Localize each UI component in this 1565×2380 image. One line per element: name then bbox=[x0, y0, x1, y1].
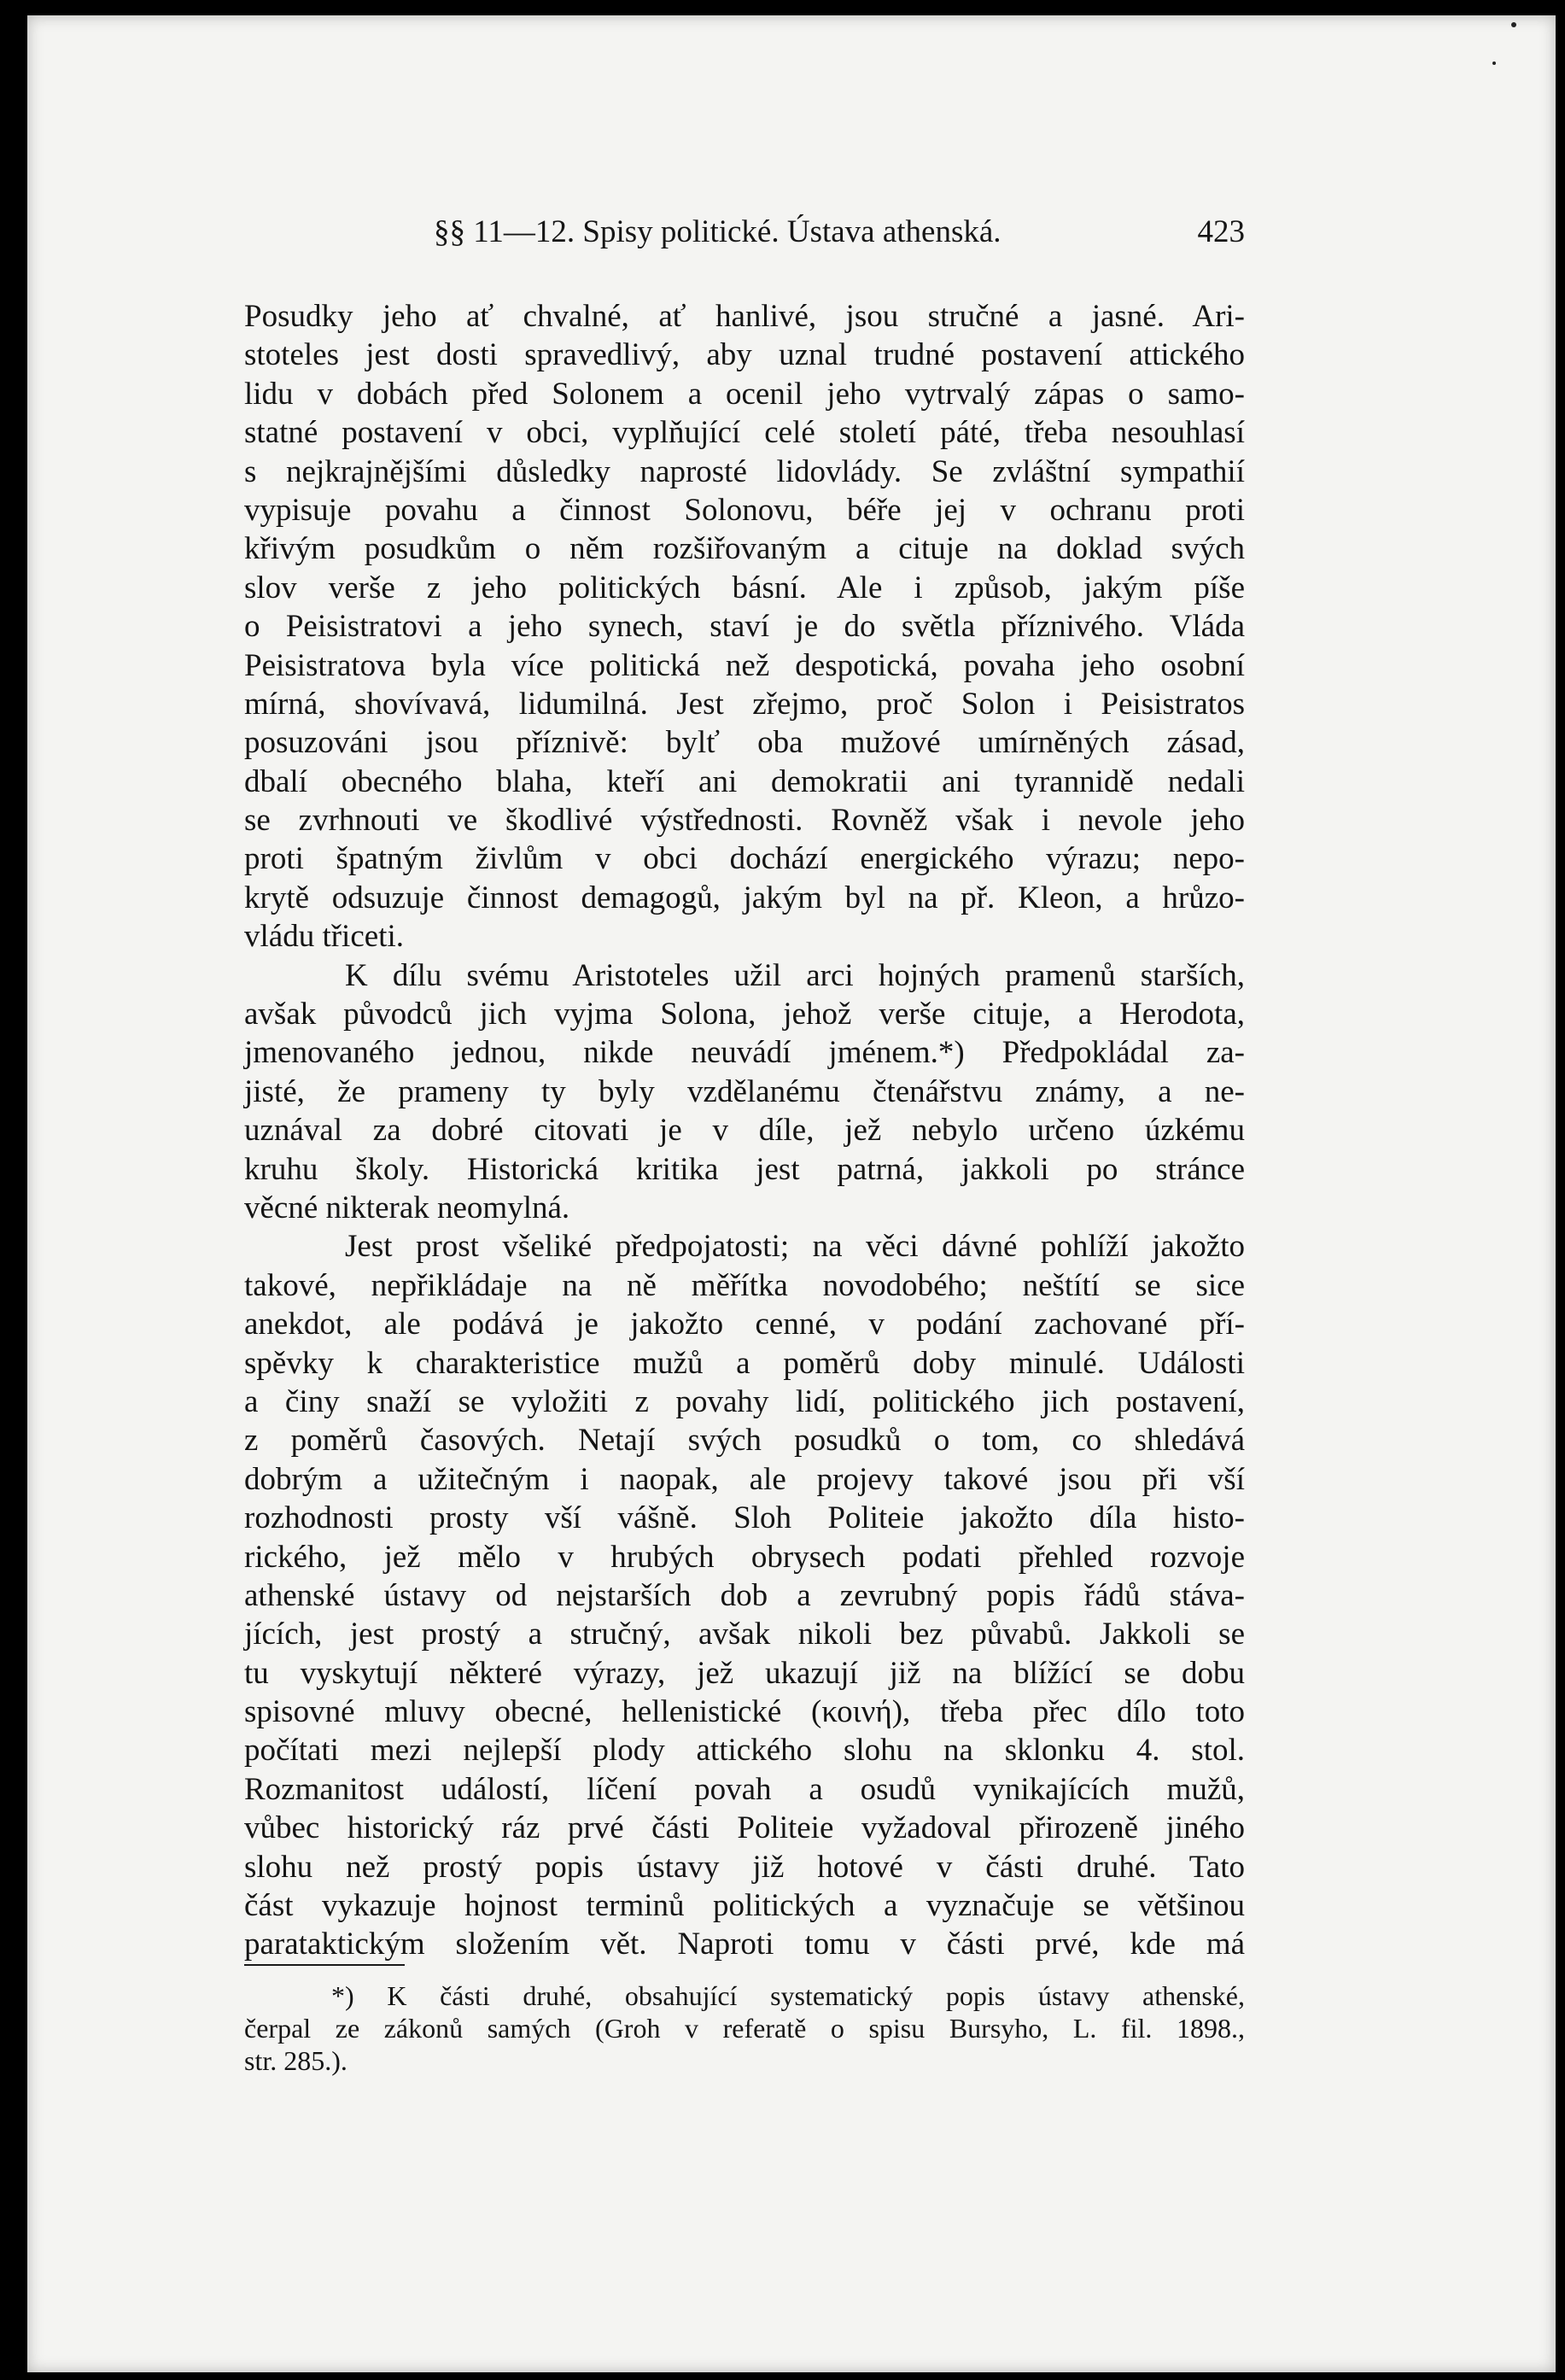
text-line: slov verše z jeho politických básní. Ale i způsob, jakým píše bbox=[244, 570, 1245, 605]
text-line: stoteles jest dosti spravedlivý, aby uznal trudné postavení attického bbox=[244, 337, 1245, 373]
text-line: se zvrhnouti ve škodlivé výstřednosti. Rovněž však i nevole jeho bbox=[244, 803, 1245, 839]
text-line: vypisuje povahu a činnost Solonovu, béře jej v ochranu proti bbox=[244, 492, 1245, 528]
text-line: parataktickým složením vět. Naproti tomu v části prvé, kde má bbox=[244, 1927, 1245, 1962]
text-line: křivým posudkům o něm rozšiřovaným a cituje na doklad svých bbox=[244, 531, 1245, 567]
text-line: takové, nepřikládaje na ně měřítka novodobého; neštítí se sice bbox=[244, 1267, 1245, 1303]
scan-speck bbox=[1492, 61, 1496, 65]
text-line: vůbec historický ráz prvé části Politeie vyžadoval přirozeně jiného bbox=[244, 1810, 1245, 1846]
text-line: anekdot, ale podává je jakožto cenné, v podání zachované pří- bbox=[244, 1307, 1245, 1342]
text-line: jisté, že prameny ty byly vzdělanému čtenářstvu známy, a ne- bbox=[244, 1073, 1245, 1109]
text-line: Rozmanitost událostí, líčení povah a osudů vynikajících mužů, bbox=[244, 1771, 1245, 1807]
paragraph-3 bbox=[244, 1227, 1245, 1963]
text-line: spisovné mluvy obecné, hellenistické (κοινή), třeba přec dílo toto bbox=[244, 1694, 1245, 1730]
footnote-line: čerpal ze zákonů samých (Groh v referatě o spisu Bursyho, L. fil. 1898., bbox=[244, 2013, 1245, 2044]
text-line: rického, jež mělo v hrubých obrysech podati přehled rozvoje bbox=[244, 1539, 1245, 1575]
text-line: jmenovaného jednou, nikde neuvádí jménem.*) Předpokládal za- bbox=[244, 1035, 1245, 1071]
page-header bbox=[434, 213, 1245, 265]
text-line: avšak původců jich vyjma Solona, jehož verše cituje, a Herodota, bbox=[244, 997, 1245, 1032]
footnote bbox=[244, 1979, 1245, 2077]
text-line: krytě odsuzuje činnost demagogů, jakým byl na př. Kleon, a hrůzo- bbox=[244, 880, 1245, 915]
text-line: a činy snaží se vyložiti z povahy lidí, politického jich postavení, bbox=[244, 1383, 1245, 1419]
text-line: z poměrů časových. Netají svých posudků o tom, co shledává bbox=[244, 1423, 1245, 1459]
text-line: dobrým a užitečným i naopak, ale projevy takové jsou při vší bbox=[244, 1461, 1245, 1497]
text-line: rozhodnosti prosty vší vášně. Sloh Politeie jakožto díla histo- bbox=[244, 1500, 1245, 1536]
footnote-line: *) K části druhé, obsahující systematický popis ústavy athenské, bbox=[331, 1980, 1245, 2011]
text-line: uznával za dobré citovati je v díle, jež nebylo určeno úzkému bbox=[244, 1113, 1245, 1149]
text-line: posuzováni jsou příznivě: bylť oba mužové umírněných zásad, bbox=[244, 725, 1245, 761]
text-line: jících, jest prostý a stručný, avšak nikoli bez půvabů. Jakkoli se bbox=[244, 1617, 1245, 1652]
text-line: věcné nikterak neomylná. bbox=[244, 1190, 570, 1225]
text-line: dbalí obecného blaha, kteří ani demokratii ani tyrannidě nedali bbox=[244, 763, 1245, 799]
text-line: část vykazuje hojnost terminů politických a vyznačuje se většinou bbox=[244, 1888, 1245, 1924]
text-line: K dílu svému Aristoteles užil arci hojných pramenů starších, bbox=[345, 957, 1245, 993]
text-line: o Peisistratovi a jeho synech, staví je do světla příznivého. Vláda bbox=[244, 609, 1245, 645]
text-line: spěvky k charakteristice mužů a poměrů doby minulé. Události bbox=[244, 1345, 1245, 1381]
text-line: Peisistratova byla více politická než despotická, povaha jeho osobní bbox=[244, 647, 1245, 683]
text-line: Jest prost všeliké předpojatosti; na věci dávné pohlíží jakožto bbox=[345, 1229, 1245, 1265]
page-number: 423 bbox=[1197, 214, 1245, 249]
text-line: slohu než prostý popis ústavy již hotové v části druhé. Tato bbox=[244, 1849, 1245, 1885]
text-line: mírná, shovívavá, lidumilná. Jest zřejmo, proč Solon i Peisistratos bbox=[244, 686, 1245, 722]
text-line: lidu v dobách před Solonem a ocenil jeho vytrvalý zápas o samo- bbox=[244, 376, 1245, 412]
text-line: athenské ústavy od nejstarších dob a zevrubný popis řádů stáva- bbox=[244, 1577, 1245, 1613]
text-line: statné postavení v obci, vyplňující celé století páté, třeba nesouhlasí bbox=[244, 415, 1245, 451]
text-line: vládu třiceti. bbox=[244, 919, 404, 955]
text-line: Posudky jeho ať chvalné, ať hanlivé, jsou stručné a jasné. Ari- bbox=[244, 299, 1245, 334]
paragraph-1 bbox=[244, 297, 1245, 956]
body-text bbox=[244, 297, 1245, 1964]
text-line: kruhu školy. Historická kritika jest patrná, jakkoli po stránce bbox=[244, 1151, 1245, 1187]
text-line: počítati mezi nejlepší plody attického slohu na sklonku 4. stol. bbox=[244, 1733, 1245, 1769]
text-line: s nejkrajnějšími důsledky naprosté lidovlády. Se zvláštní sympathií bbox=[244, 453, 1245, 489]
text-line: proti špatným živlům v obci dochází energického výrazu; nepo- bbox=[244, 841, 1245, 877]
paragraph-2 bbox=[244, 956, 1245, 1228]
text-line: tu vyskytují některé výrazy, jež ukazují již na blížící se dobu bbox=[244, 1655, 1245, 1691]
scan-speck bbox=[1511, 22, 1516, 27]
footnote-divider bbox=[244, 1964, 405, 1966]
running-title: §§ 11—12. Spisy politické. Ústava athenská. bbox=[434, 214, 1001, 249]
footnote-line: str. 285.). bbox=[244, 2045, 347, 2076]
